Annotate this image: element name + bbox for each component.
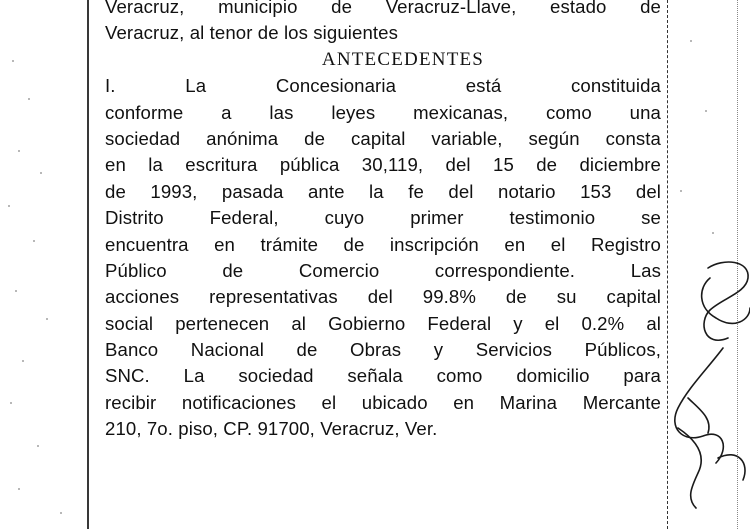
scan-speck — [18, 150, 20, 152]
text-line: en la escritura pública 30,119, del 15 de diciembre — [105, 154, 661, 176]
scan-speck — [22, 360, 24, 362]
text-line: Banco Nacional de Obras y Servicios Públicos, — [105, 339, 661, 361]
scan-speck — [705, 110, 707, 112]
text-line: Veracruz, al tenor de los siguientes — [105, 22, 399, 44]
scan-speck — [10, 402, 12, 404]
scan-speck — [46, 318, 48, 320]
scan-speck — [18, 488, 20, 490]
signature-scribble — [668, 258, 750, 529]
scan-speck — [33, 240, 35, 242]
scan-speck — [28, 98, 30, 100]
text-line: Público de Comercio correspondiente. Las — [105, 259, 661, 281]
scan-speck — [15, 290, 17, 292]
text-line: 210, 7o. piso, CP. 91700, Veracruz, Ver. — [105, 418, 438, 440]
text-line: Distrito Federal, cuyo primer testimonio se — [105, 207, 661, 229]
text-line: sociedad anónima de capital variable, según consta — [105, 127, 661, 149]
document-text — [105, 0, 661, 443]
scan-speck — [60, 512, 62, 514]
text-line: recibir notificaciones el ubicado en Marina Mercante — [105, 391, 661, 413]
text-line: conforme a las leyes mexicanas, como una — [105, 101, 661, 123]
text-line: encuentra en trámite de inscripción en el Registro — [105, 233, 661, 255]
text-line: SNC. La sociedad señala como domicilio para — [105, 365, 661, 387]
paragraph-first-line: I. La Concesionaria está constituida — [105, 75, 661, 97]
left-margin-rule — [87, 0, 89, 529]
scan-speck — [690, 40, 692, 42]
text-line: Veracruz, municipio de Veracruz-Llave, estado de — [105, 0, 661, 17]
scan-speck — [8, 205, 10, 207]
scan-speck — [40, 172, 42, 174]
section-heading: ANTECEDENTES — [321, 48, 485, 70]
text-line: social pertenecen al Gobierno Federal y el 0.2% al — [105, 312, 661, 334]
scan-speck — [12, 60, 14, 62]
scan-speck — [680, 190, 682, 192]
scan-speck — [37, 445, 39, 447]
text-line: acciones representativas del 99.8% de su capital — [105, 286, 661, 308]
scan-speck — [712, 232, 714, 234]
text-line: de 1993, pasada ante la fe del notario 153 del — [105, 180, 661, 202]
